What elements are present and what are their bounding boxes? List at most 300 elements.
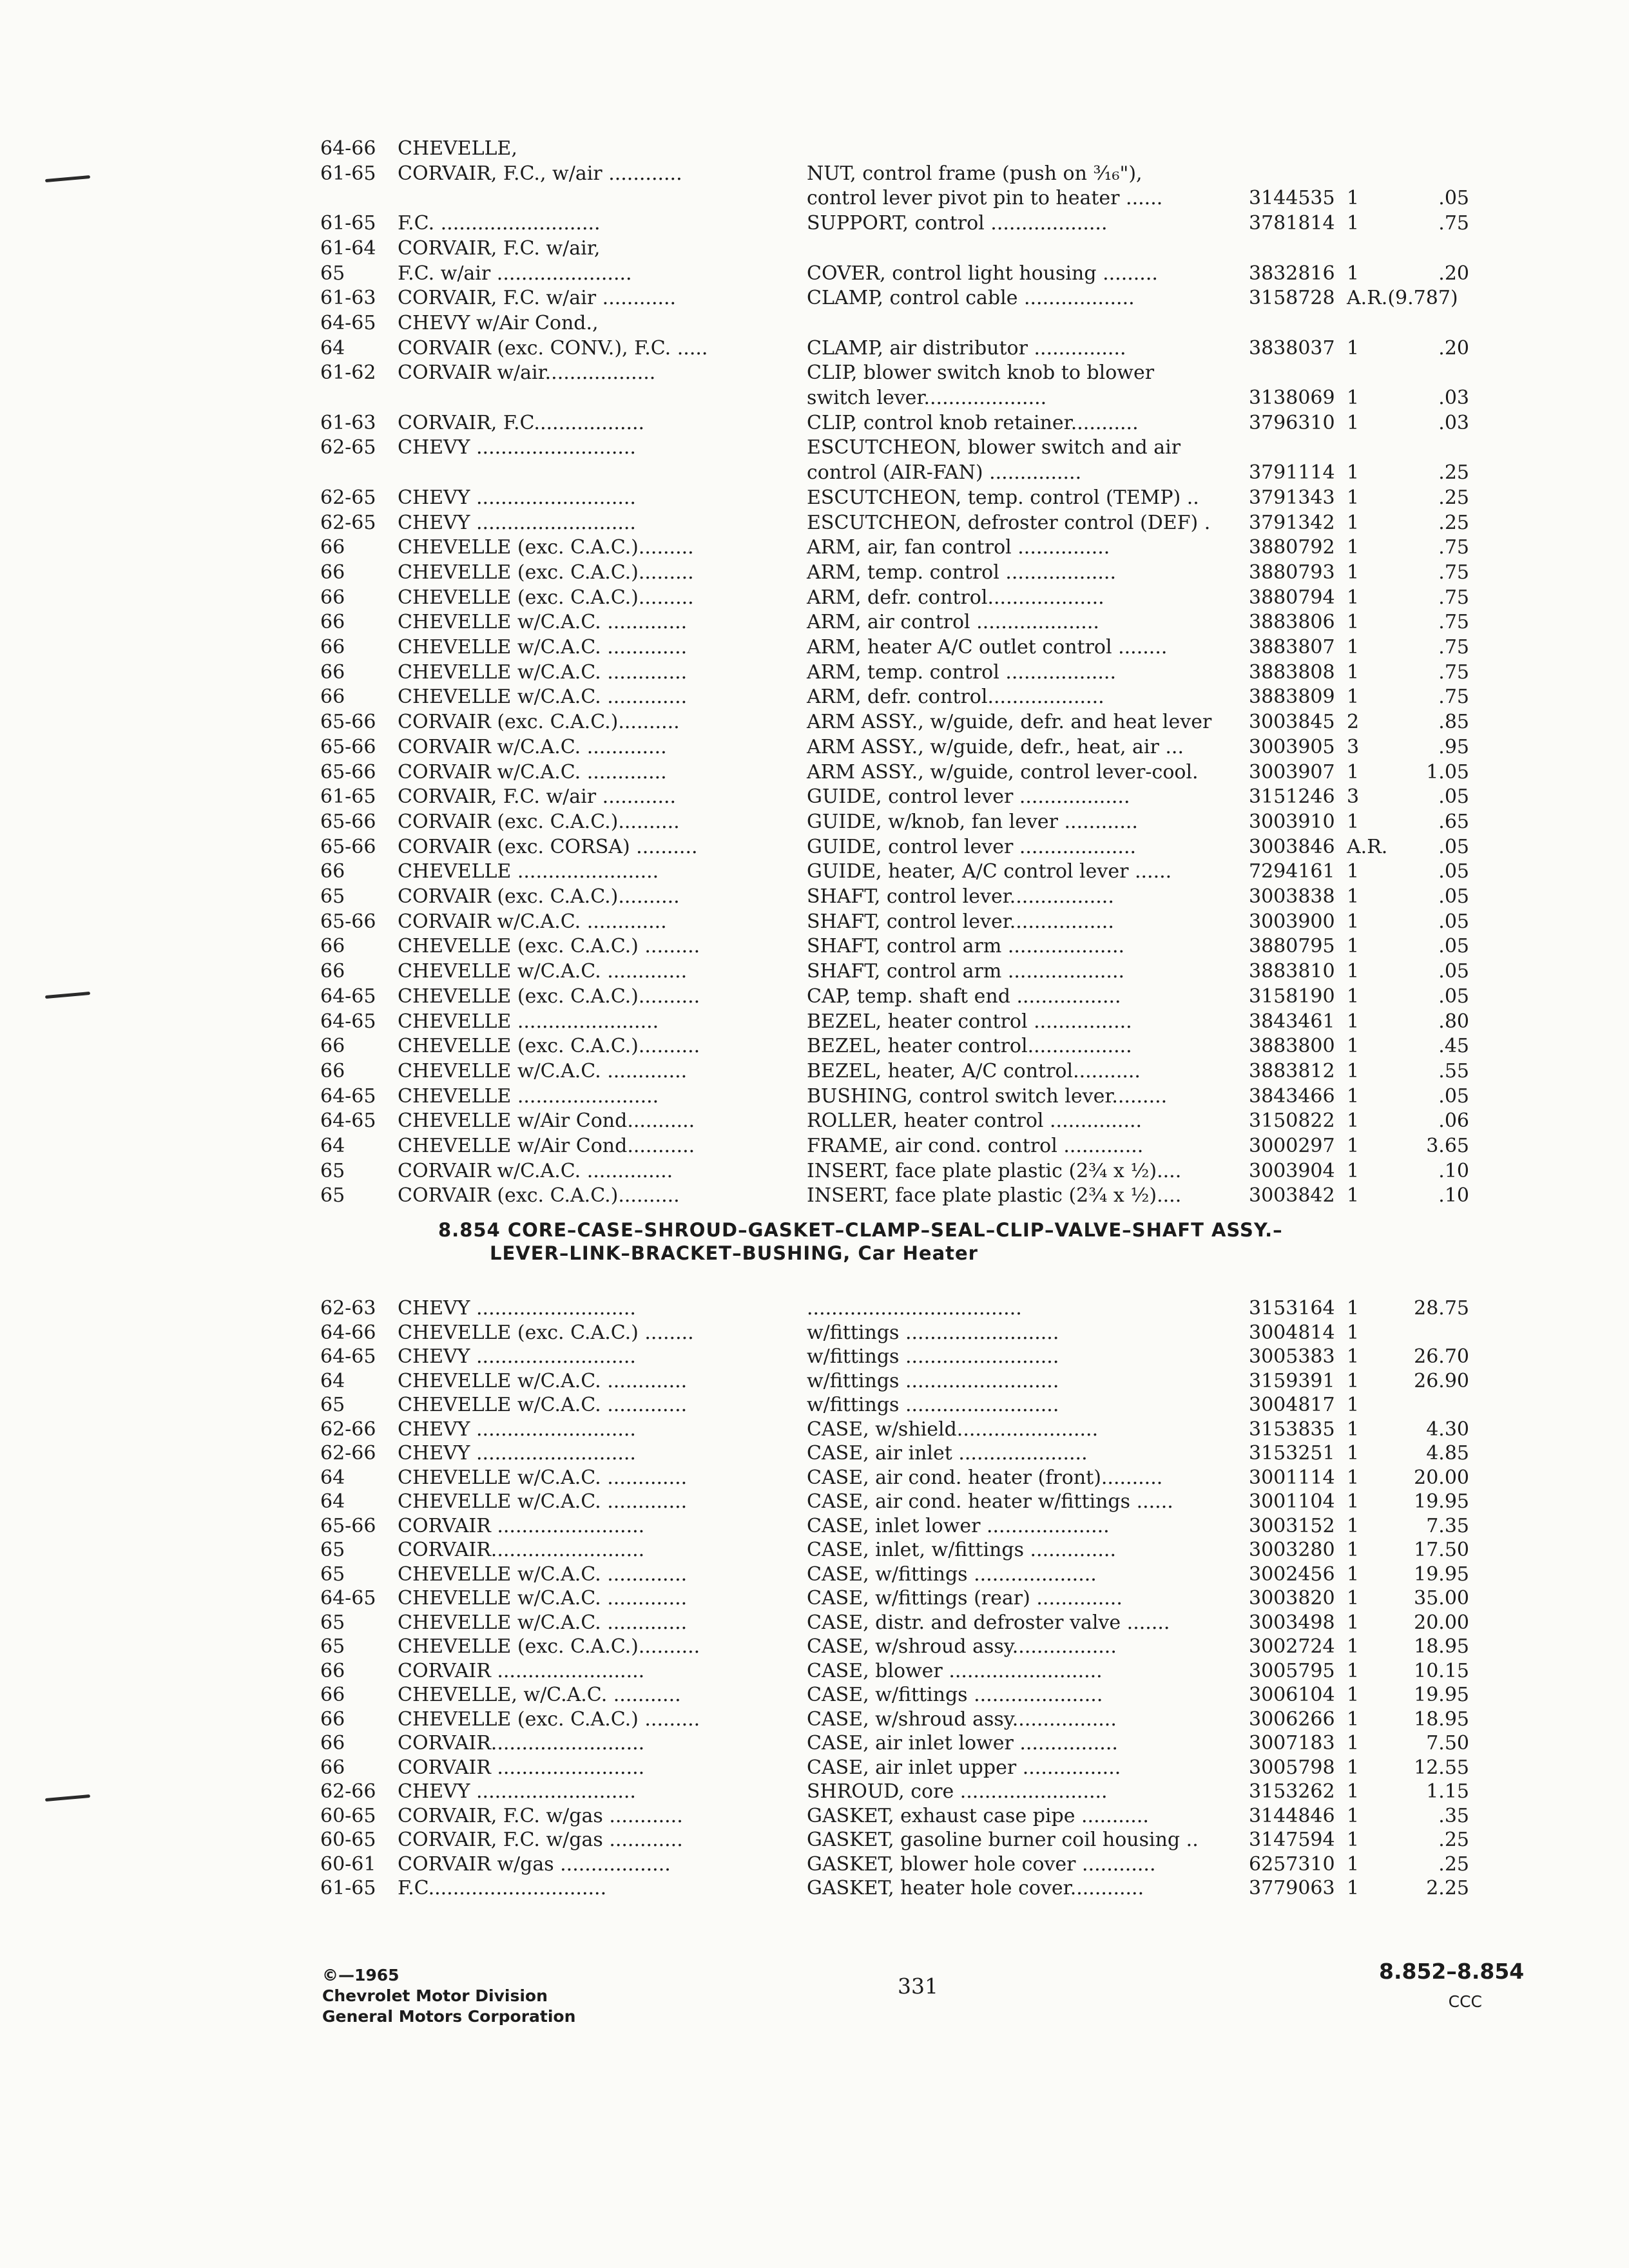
- parts-row-price: 26.70: [1414, 1345, 1469, 1368]
- parts-row: [0, 610, 1629, 635]
- parts-row-price: 3.65: [1426, 1135, 1469, 1157]
- parts-row-year: 66: [320, 660, 345, 684]
- parts-row-desc: GASKET, gasoline burner coil housing ..: [807, 1829, 1199, 1851]
- parts-row-price: .75: [1438, 660, 1469, 684]
- parts-row-year: 62-65: [320, 511, 376, 534]
- parts-row-qty: 1: [1347, 1539, 1360, 1561]
- parts-row-model: CHEVELLE (exc. C.A.C.).........: [398, 586, 694, 609]
- parts-row-part: 3003910: [1249, 810, 1335, 833]
- parts-row-part: 3005798: [1249, 1756, 1335, 1779]
- parts-row-year: 64-65: [320, 1010, 376, 1033]
- parts-row-desc: switch lever....................: [807, 387, 1047, 409]
- parts-row-year: 66: [320, 1732, 345, 1754]
- parts-row-price: .10: [1438, 1159, 1469, 1182]
- parts-row-desc: ...................................: [807, 1297, 1022, 1320]
- parts-row: [0, 1084, 1629, 1109]
- parts-row: [0, 760, 1629, 785]
- parts-row-year: 66: [320, 935, 345, 958]
- parts-row-model: CHEVY ..........................: [398, 511, 636, 534]
- parts-row: [0, 1345, 1629, 1369]
- parts-row-qty: 1: [1347, 1635, 1360, 1658]
- parts-row-desc: CASE, w/shroud assy.................: [807, 1707, 1117, 1731]
- parts-row-desc: CAP, temp. shaft end .................: [807, 985, 1121, 1008]
- parts-row-model: CHEVELLE w/Air Cond...........: [398, 1135, 695, 1157]
- division-name: Chevrolet Motor Division: [322, 1986, 548, 2005]
- parts-row-price: .10: [1438, 1184, 1469, 1207]
- parts-row-model: CHEVELLE (exc. C.A.C.).........: [398, 561, 694, 584]
- parts-row-price: 12.55: [1414, 1756, 1469, 1779]
- parts-row-model: CORVAIR w/C.A.C. .............: [398, 735, 667, 758]
- section-range: 8.852–8.854: [1379, 1959, 1525, 1984]
- parts-row-qty: 1: [1347, 760, 1360, 783]
- parts-row-year: 62-65: [320, 436, 376, 459]
- parts-row-model: CORVAIR ........................: [398, 1756, 645, 1779]
- parts-row-year: 66: [320, 1035, 345, 1058]
- parts-row: [0, 186, 1629, 211]
- parts-row-price: 7.50: [1426, 1732, 1469, 1754]
- parts-row-part: 3003280: [1249, 1539, 1335, 1561]
- parts-row-part: 3003845: [1249, 711, 1335, 734]
- parts-row-year: 65-66: [320, 835, 376, 858]
- parts-row-qty: 1: [1347, 1732, 1360, 1754]
- parts-row-price: .75: [1438, 212, 1469, 235]
- parts-row-model: CHEVELLE,: [398, 137, 517, 160]
- parts-row-price: 19.95: [1414, 1684, 1469, 1706]
- parts-row-desc: CLIP, control knob retainer...........: [807, 411, 1139, 434]
- parts-row-qty: 3: [1347, 735, 1360, 758]
- parts-row-model: CHEVELLE .......................: [398, 1010, 659, 1033]
- parts-row-part: 3880794: [1249, 586, 1335, 609]
- parts-row-desc: SHAFT, control lever.................: [807, 910, 1114, 933]
- parts-row-year: 64-65: [320, 985, 376, 1008]
- parts-row-year: 61-64: [320, 236, 376, 260]
- parts-row-desc: w/fittings .........................: [807, 1321, 1059, 1344]
- parts-row-price: 18.95: [1414, 1707, 1469, 1731]
- parts-row: [0, 1828, 1629, 1852]
- parts-row-part: 3883809: [1249, 686, 1335, 709]
- parts-row-model: CORVAIR ........................: [398, 1659, 645, 1682]
- parts-row: [0, 685, 1629, 709]
- parts-row-price: .05: [1438, 960, 1469, 983]
- parts-row-qty: 1: [1347, 1611, 1360, 1634]
- parts-row-qty: 1: [1347, 686, 1360, 709]
- parts-row-year: 66: [320, 536, 345, 559]
- parts-row-desc: ESCUTCHEON, blower switch and air: [807, 436, 1181, 459]
- parts-row-desc: CASE, air inlet .....................: [807, 1442, 1088, 1465]
- parts-row-part: 3150822: [1249, 1110, 1335, 1133]
- catalog-code: CCC: [1448, 1992, 1482, 2011]
- parts-row-model: CHEVELLE (exc. C.A.C.)..........: [398, 1635, 700, 1658]
- parts-row-qty: 1: [1347, 1135, 1360, 1157]
- parts-row-model: CHEVELLE, w/C.A.C. ...........: [398, 1684, 681, 1706]
- parts-row-qty: 1: [1347, 1059, 1360, 1082]
- parts-row-part: 3883810: [1249, 960, 1335, 983]
- parts-row-part: 3138069: [1249, 387, 1335, 409]
- parts-row-model: CORVAIR.........................: [398, 1539, 645, 1561]
- parts-row-model: F.C. w/air ......................: [398, 262, 632, 285]
- parts-row-part: 3791343: [1249, 486, 1335, 509]
- parts-row-part: 3003838: [1249, 885, 1335, 908]
- parts-row-qty: 1: [1347, 660, 1360, 684]
- parts-row: [0, 860, 1629, 884]
- section-reference: [1379, 1957, 1525, 2013]
- parts-row: [0, 1731, 1629, 1756]
- parts-row-price: .03: [1438, 387, 1469, 409]
- parts-row-year: 66: [320, 611, 345, 634]
- parts-row-part: 3883808: [1249, 660, 1335, 684]
- parts-row-price: 2.25: [1426, 1877, 1469, 1899]
- parts-row-price: 19.95: [1414, 1562, 1469, 1586]
- page-number: 331: [898, 1974, 938, 1999]
- parts-row-part: 3843466: [1249, 1084, 1335, 1108]
- parts-row-part: 3158728: [1249, 287, 1335, 310]
- parts-row-part: 7294161: [1249, 860, 1335, 883]
- parts-row-qty: 1: [1347, 960, 1360, 983]
- parts-row-year: 66: [320, 686, 345, 709]
- parts-row-model: CHEVELLE w/C.A.C. .............: [398, 1466, 688, 1489]
- parts-row-desc: CLIP, blower switch knob to blower: [807, 361, 1155, 385]
- parts-row-part: 3001114: [1249, 1466, 1335, 1489]
- parts-row-year: 65-66: [320, 711, 376, 734]
- parts-row-qty: 1: [1347, 1418, 1360, 1441]
- parts-row-model: CHEVELLE w/C.A.C. .............: [398, 611, 688, 634]
- parts-row-year: 64: [320, 1490, 345, 1513]
- parts-row-model: CORVAIR, F.C. w/gas ............: [398, 1829, 683, 1851]
- parts-row: [0, 1184, 1629, 1208]
- parts-row-year: 64: [320, 1135, 345, 1157]
- parts-row-part: 3843461: [1249, 1010, 1335, 1033]
- parts-row-desc: CASE, air cond. heater w/fittings ......: [807, 1490, 1173, 1513]
- parts-row: [0, 411, 1629, 436]
- parts-row-desc: ARM, temp. control ..................: [807, 561, 1116, 584]
- parts-row-qty: A.R.(9.787): [1347, 287, 1458, 310]
- parts-row-qty: 1: [1347, 1394, 1360, 1416]
- parts-row-desc: CASE, air cond. heater (front)..........: [807, 1466, 1163, 1489]
- parts-row-model: CORVAIR, F.C. w/air ............: [398, 287, 677, 310]
- parts-row: [0, 311, 1629, 336]
- parts-row-desc: CASE, inlet, w/fittings ..............: [807, 1539, 1116, 1561]
- parts-row-price: .45: [1438, 1035, 1469, 1058]
- parts-row: [0, 1562, 1629, 1587]
- parts-row-price: .05: [1438, 835, 1469, 858]
- parts-row-desc: GUIDE, control lever ..................: [807, 785, 1130, 809]
- parts-row-year: 60-65: [320, 1829, 376, 1851]
- parts-row-qty: 1: [1347, 1707, 1360, 1731]
- parts-row-year: 64-66: [320, 137, 376, 160]
- parts-row-part: 3000297: [1249, 1135, 1335, 1157]
- parts-row: [0, 710, 1629, 735]
- parts-row-desc: w/fittings .........................: [807, 1369, 1059, 1392]
- parts-row-desc: INSERT, face plate plastic (2¾ x ½)....: [807, 1159, 1182, 1182]
- parts-row: [0, 1369, 1629, 1394]
- parts-row-qty: 1: [1347, 1442, 1360, 1465]
- parts-row: [0, 1756, 1629, 1780]
- parts-row-year: 64-65: [320, 1084, 376, 1108]
- parts-row-year: 64-66: [320, 1321, 376, 1344]
- parts-row-qty: 1: [1347, 860, 1360, 883]
- parts-row: [0, 1659, 1629, 1684]
- parts-row-part: 3003907: [1249, 760, 1335, 783]
- parts-row-qty: 1: [1347, 212, 1360, 235]
- parts-row-price: .75: [1438, 636, 1469, 658]
- parts-row-qty: 1: [1347, 1369, 1360, 1392]
- parts-row-price: .03: [1438, 411, 1469, 434]
- parts-row: [0, 1683, 1629, 1707]
- parts-row-part: 3003842: [1249, 1184, 1335, 1207]
- parts-row: [0, 1586, 1629, 1611]
- parts-row-part: 3006266: [1249, 1707, 1335, 1731]
- parts-row-qty: 1: [1347, 1466, 1360, 1489]
- parts-row-model: CHEVELLE w/C.A.C. .............: [398, 1587, 688, 1610]
- parts-row-year: 64: [320, 1466, 345, 1489]
- parts-row-model: CHEVY ..........................: [398, 436, 636, 459]
- parts-row-desc: CASE, inlet lower ....................: [807, 1514, 1110, 1537]
- parts-row-year: 65: [320, 1611, 345, 1634]
- parts-row-part: 3144846: [1249, 1804, 1335, 1827]
- parts-row: [0, 1059, 1629, 1084]
- parts-row-qty: 1: [1347, 411, 1360, 434]
- parts-row: [0, 1159, 1629, 1184]
- parts-row-qty: 1: [1347, 536, 1360, 559]
- parts-row-qty: 1: [1347, 1829, 1360, 1851]
- parts-row-year: 66: [320, 1684, 345, 1706]
- parts-row-price: 28.75: [1414, 1297, 1469, 1320]
- parts-row-part: 3003904: [1249, 1159, 1335, 1182]
- parts-row-model: CHEVELLE .......................: [398, 860, 659, 883]
- parts-row: [0, 1466, 1629, 1490]
- parts-row: [0, 910, 1629, 934]
- parts-row-part: 3003820: [1249, 1587, 1335, 1610]
- parts-row-model: CHEVY ..........................: [398, 1345, 636, 1368]
- parts-row-model: CORVAIR w/C.A.C. .............: [398, 910, 667, 933]
- parts-row-desc: CASE, w/fittings (rear) ..............: [807, 1587, 1123, 1610]
- parts-row-price: 1.05: [1426, 760, 1469, 783]
- parts-row-qty: 1: [1347, 611, 1360, 634]
- parts-row-part: 3003152: [1249, 1514, 1335, 1537]
- parts-row-desc: GASKET, blower hole cover ............: [807, 1852, 1156, 1876]
- parts-row-qty: 1: [1347, 1035, 1360, 1058]
- parts-row-part: 3796310: [1249, 411, 1335, 434]
- parts-row: [0, 1780, 1629, 1804]
- parts-row-qty: 1: [1347, 1010, 1360, 1033]
- parts-row: [0, 586, 1629, 610]
- parts-row-desc: ESCUTCHEON, temp. control (TEMP) ..: [807, 486, 1199, 509]
- parts-row: [0, 1418, 1629, 1442]
- parts-row-model: CORVAIR w/gas ..................: [398, 1852, 671, 1876]
- parts-row-part: 3153835: [1249, 1418, 1335, 1441]
- parts-row-model: CHEVELLE (exc. C.A.C.) .........: [398, 935, 700, 958]
- parts-row-model: CHEVELLE w/C.A.C. .............: [398, 1562, 688, 1586]
- parts-row-model: CHEVELLE w/C.A.C. .............: [398, 660, 688, 684]
- parts-row-year: 65: [320, 1635, 345, 1658]
- parts-row: [0, 1393, 1629, 1418]
- parts-row-qty: 1: [1347, 935, 1360, 958]
- parts-row-desc: CASE, blower .........................: [807, 1659, 1103, 1682]
- parts-row-year: 61-63: [320, 411, 376, 434]
- parts-row-model: CHEVELLE (exc. C.A.C.)..........: [398, 985, 700, 1008]
- parts-row-year: 65: [320, 885, 345, 908]
- parts-row: [0, 1852, 1629, 1877]
- parts-row-year: 65: [320, 262, 345, 285]
- parts-row-part: 3791114: [1249, 461, 1335, 485]
- parts-row-model: CHEVY ..........................: [398, 1780, 636, 1803]
- parts-row: [0, 835, 1629, 860]
- parts-row-year: 65-66: [320, 760, 376, 783]
- parts-row: [0, 735, 1629, 760]
- parts-row-model: F.C. ..........................: [398, 212, 601, 235]
- parts-row-part: 3779063: [1249, 1877, 1335, 1899]
- parts-row-desc: GUIDE, control lever ...................: [807, 835, 1137, 858]
- parts-row-price: 10.15: [1414, 1659, 1469, 1682]
- parts-row-model: CHEVELLE w/C.A.C. .............: [398, 1611, 688, 1634]
- parts-row-qty: 1: [1347, 1297, 1360, 1320]
- parts-row-price: .05: [1438, 860, 1469, 883]
- parts-row-model: CHEVELLE w/Air Cond...........: [398, 1110, 695, 1133]
- parts-row-model: CHEVY ..........................: [398, 1418, 636, 1441]
- parts-row-price: 4.30: [1426, 1418, 1469, 1441]
- parts-row-part: 3159391: [1249, 1369, 1335, 1392]
- parts-row-price: .20: [1438, 336, 1469, 360]
- parts-row-qty: 1: [1347, 1321, 1360, 1344]
- parts-row-year: 65-66: [320, 1514, 376, 1537]
- parts-row-desc: SHAFT, control lever.................: [807, 885, 1114, 908]
- parts-row-desc: NUT, control frame (push on ³⁄₁₆"),: [807, 162, 1142, 185]
- parts-row-year: 60-65: [320, 1804, 376, 1827]
- parts-row-year: 65: [320, 1394, 345, 1416]
- parts-row-desc: CASE, air inlet upper ................: [807, 1756, 1121, 1779]
- parts-row-qty: 1: [1347, 486, 1360, 509]
- parts-row-part: 3880793: [1249, 561, 1335, 584]
- parts-row: [0, 1707, 1629, 1732]
- parts-row-model: CHEVY ..........................: [398, 1297, 636, 1320]
- parts-row-model: CHEVELLE w/C.A.C. .............: [398, 960, 688, 983]
- parts-row-year: 66: [320, 636, 345, 658]
- parts-row-part: 3153251: [1249, 1442, 1335, 1465]
- parts-row-desc: control lever pivot pin to heater ......: [807, 187, 1163, 210]
- parts-row-desc: SHAFT, control arm ...................: [807, 935, 1125, 958]
- parts-row-qty: 1: [1347, 262, 1360, 285]
- parts-row-model: CHEVELLE w/C.A.C. .............: [398, 1369, 688, 1392]
- parts-row-desc: ARM, air, fan control ...............: [807, 536, 1110, 559]
- parts-row-price: .05: [1438, 785, 1469, 809]
- parts-row-price: 1.15: [1426, 1780, 1469, 1803]
- parts-row-year: 61-63: [320, 287, 376, 310]
- parts-row-model: CHEVELLE .......................: [398, 1084, 659, 1108]
- parts-row-model: CHEVY ..........................: [398, 486, 636, 509]
- parts-row-price: .65: [1438, 810, 1469, 833]
- parts-row-part: 3001104: [1249, 1490, 1335, 1513]
- parts-row: [0, 511, 1629, 535]
- parts-row-qty: 1: [1347, 1084, 1360, 1108]
- parts-row-part: 3005383: [1249, 1345, 1335, 1368]
- parts-row-model: CORVAIR w/C.A.C. .............: [398, 760, 667, 783]
- parts-row-year: 61-65: [320, 785, 376, 809]
- parts-row: [0, 561, 1629, 585]
- parts-row-year: 66: [320, 960, 345, 983]
- parts-row-year: 65: [320, 1184, 345, 1207]
- parts-row-price: .25: [1438, 1829, 1469, 1851]
- parts-row-year: 62-65: [320, 486, 376, 509]
- parts-row-model: CORVAIR (exc. CORSA) ..........: [398, 835, 698, 858]
- parts-row-model: CORVAIR, F.C..................: [398, 411, 645, 434]
- parts-row: [0, 486, 1629, 510]
- parts-row-desc: control (AIR-FAN) ...............: [807, 461, 1082, 485]
- parts-row-model: CORVAIR, F.C. w/air ............: [398, 785, 677, 809]
- parts-row-desc: GUIDE, w/knob, fan lever ............: [807, 810, 1138, 833]
- parts-row-model: CORVAIR, F.C., w/air ............: [398, 162, 682, 185]
- parts-row-part: 3883812: [1249, 1059, 1335, 1082]
- parts-row-part: 3003905: [1249, 735, 1335, 758]
- parts-row-model: CORVAIR (exc. C.A.C.)..........: [398, 1184, 680, 1207]
- parts-row-model: F.C.............................: [398, 1877, 607, 1899]
- parts-row-year: 64: [320, 336, 345, 360]
- parts-row-desc: w/fittings .........................: [807, 1345, 1059, 1368]
- parts-row-part: 3007183: [1249, 1732, 1335, 1754]
- parts-row-price: .25: [1438, 461, 1469, 485]
- parts-row-model: CORVAIR (exc. CONV.), F.C. .....: [398, 336, 708, 360]
- parts-row-qty: 1: [1347, 561, 1360, 584]
- parts-row: [0, 1010, 1629, 1034]
- parts-row-desc: ARM, heater A/C outlet control ........: [807, 636, 1168, 658]
- parts-row-model: CORVAIR w/air..................: [398, 361, 656, 385]
- parts-row: [0, 436, 1629, 460]
- parts-row: [0, 1538, 1629, 1562]
- parts-row-price: .35: [1438, 1804, 1469, 1827]
- parts-row-price: .80: [1438, 1010, 1469, 1033]
- parts-row-part: 3791342: [1249, 511, 1335, 534]
- parts-row-price: .75: [1438, 561, 1469, 584]
- parts-row-qty: 1: [1347, 1159, 1360, 1182]
- parts-row-model: CORVAIR (exc. C.A.C.)..........: [398, 885, 680, 908]
- parts-row-price: 4.85: [1426, 1442, 1469, 1465]
- parts-row-year: 62-66: [320, 1418, 376, 1441]
- parts-row-year: 64-65: [320, 311, 376, 334]
- parts-row-part: 3147594: [1249, 1829, 1335, 1851]
- parts-row-qty: 1: [1347, 985, 1360, 1008]
- parts-row-year: 62-66: [320, 1442, 376, 1465]
- parts-row-desc: COVER, control light housing .........: [807, 262, 1158, 285]
- parts-row-qty: 1: [1347, 1780, 1360, 1803]
- parts-row-part: 3006104: [1249, 1684, 1335, 1706]
- parts-row-part: 3883806: [1249, 611, 1335, 634]
- parts-row-price: 20.00: [1414, 1466, 1469, 1489]
- parts-row-qty: 1: [1347, 1514, 1360, 1537]
- parts-row: [0, 1109, 1629, 1133]
- parts-row-price: .25: [1438, 486, 1469, 509]
- parts-row: [0, 934, 1629, 959]
- parts-row-desc: CLAMP, control cable ..................: [807, 287, 1135, 310]
- parts-row-qty: 1: [1347, 511, 1360, 534]
- parts-row-qty: 1: [1347, 1562, 1360, 1586]
- parts-row-model: CHEVELLE w/C.A.C. .............: [398, 1490, 688, 1513]
- parts-row-part: 3838037: [1249, 336, 1335, 360]
- parts-row-model: CORVAIR ........................: [398, 1514, 645, 1537]
- parts-row-qty: 1: [1347, 636, 1360, 658]
- parts-row-qty: 1: [1347, 810, 1360, 833]
- parts-row-part: 3880795: [1249, 935, 1335, 958]
- parts-row-part: 3004817: [1249, 1394, 1335, 1416]
- parts-row-year: 62-66: [320, 1780, 376, 1803]
- parts-row-year: 64: [320, 1369, 345, 1392]
- parts-row-model: CHEVELLE w/C.A.C. .............: [398, 636, 688, 658]
- parts-row: [0, 361, 1629, 385]
- parts-row: [0, 1611, 1629, 1635]
- parts-row: [0, 1441, 1629, 1466]
- parts-row-part: 3004814: [1249, 1321, 1335, 1344]
- section-heading-line-2: LEVER–LINK–BRACKET–BUSHING, Car Heater: [490, 1242, 978, 1264]
- parts-row-part: 3002456: [1249, 1562, 1335, 1586]
- parts-row-desc: CASE, distr. and defroster valve .......: [807, 1611, 1170, 1634]
